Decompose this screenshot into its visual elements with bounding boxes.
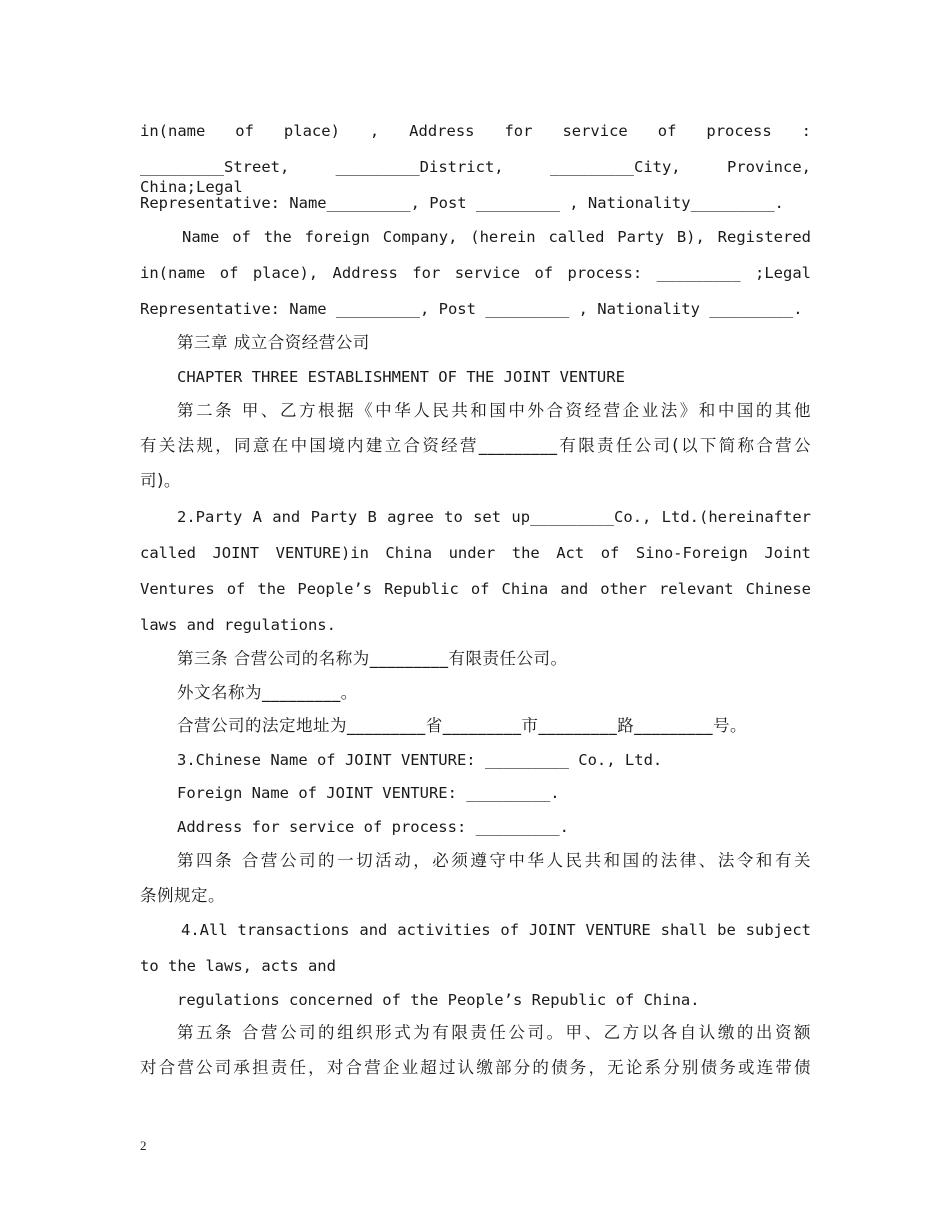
text-line: 司)。	[140, 471, 181, 490]
text-line: Representative: Name_________, Post _________ , Nationality_________.	[140, 194, 784, 212]
article-four-en: 4.All transactions and activities of JOINT VENTURE shall be subject	[181, 921, 811, 939]
text-line: 条例规定。	[140, 886, 225, 905]
text-line: in(name of place) , Address for service of process :	[140, 122, 811, 140]
page-number: 2	[140, 1138, 147, 1153]
text-line: Representative: Name _________, Post _________ , Nationality _________.	[140, 300, 803, 318]
article-three-cn: 第三条 合营公司的名称为_________有限责任公司。	[177, 649, 568, 668]
text-line: Foreign Name of JOINT VENTURE: _________.	[177, 784, 560, 802]
text-line: 对合营公司承担责任，对合营企业超过认缴部分的债务，无论系分别债务或连带债	[140, 1058, 811, 1077]
article-two-cn: 第二条 甲、乙方根据《中华人民共和国中外合资经营企业法》和中国的其他	[177, 401, 811, 420]
text-line: _________Street, _________District, _________City, Province, China;Legal	[140, 158, 811, 196]
text-line: Name of the foreign Company, (herein called Party B), Registered	[182, 228, 811, 246]
article-three-en: 3.Chinese Name of JOINT VENTURE: _________ Co., Ltd.	[177, 751, 663, 769]
text-line: to the laws, acts and	[140, 957, 336, 975]
article-two-en: 2.Party A and Party B agree to set up_________Co., Ltd.(hereinafter	[177, 508, 811, 526]
text-line: 外文名称为_________。	[177, 683, 358, 702]
text-line: in(name of place), Address for service of process: _________ ;Legal	[140, 264, 811, 282]
text-line: 有关法规，同意在中国境内建立合资经营_________有限责任公司(以下简称合营公	[140, 436, 811, 455]
text-line: regulations concerned of the People’s Republic of China.	[177, 991, 700, 1009]
text-line: laws and regulations.	[140, 616, 336, 634]
text-line: called JOINT VENTURE)in China under the Act of Sino-Foreign Joint	[140, 544, 811, 562]
chapter-heading-cn: 第三章 成立合资经营公司	[177, 333, 370, 352]
article-four-cn: 第四条 合营公司的一切活动，必须遵守中华人民共和国的法律、法令和有关	[177, 851, 811, 870]
text-line: Ventures of the People’s Republic of China and other relevant Chinese	[140, 580, 811, 598]
text-line: 合营公司的法定地址为_________省_________市_________路_________号。	[177, 716, 747, 735]
text-line: Address for service of process: _________.	[177, 818, 569, 836]
chapter-heading-en: CHAPTER THREE ESTABLISHMENT OF THE JOINT VENTURE	[177, 368, 625, 386]
article-five-cn: 第五条 合营公司的组织形式为有限责任公司。甲、乙方以各自认缴的出资额	[177, 1023, 811, 1042]
